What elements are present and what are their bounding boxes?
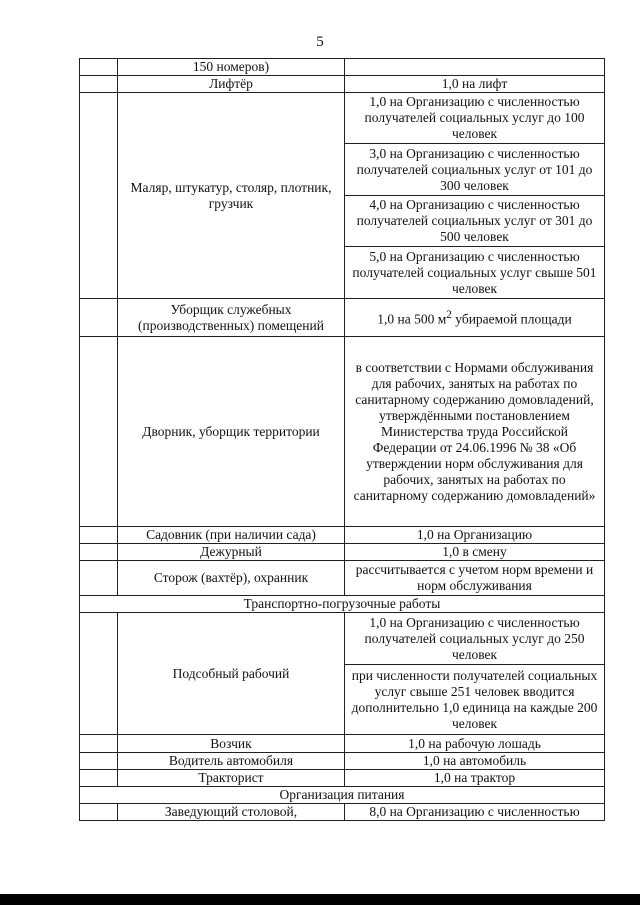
norm-cell: 1,0 на Организацию с численностью получателей социальных услуг до 250 человек <box>345 613 605 665</box>
norm-cell: 1,0 на трактор <box>345 770 605 787</box>
position-cell: Тракторист <box>118 770 345 787</box>
norm-cell <box>345 59 605 76</box>
norm-text: убираемой площади <box>451 311 572 327</box>
table-row <box>80 544 605 561</box>
table-row <box>80 527 605 544</box>
row-number-cell <box>80 544 118 561</box>
table-row <box>80 804 605 821</box>
table-row <box>80 93 605 144</box>
table-row <box>80 770 605 787</box>
position-cell: Лифтёр <box>118 76 345 93</box>
norm-cell: 3,0 на Организацию с численностью получателей социальных услуг от 101 до 300 человек <box>345 144 605 196</box>
row-number-cell <box>80 59 118 76</box>
norm-cell: при численности получателей социальных услуг свыше 251 человек вводится дополнительно 1,0 единица на каждые 200 человек <box>345 665 605 735</box>
scan-edge-bar <box>0 894 640 905</box>
table-row <box>80 76 605 93</box>
norm-cell: 1,0 на рабочую лошадь <box>345 735 605 753</box>
position-cell: Водитель автомобиля <box>118 753 345 770</box>
table-row <box>80 59 605 76</box>
table-row <box>80 753 605 770</box>
row-number-cell <box>80 804 118 821</box>
norm-cell: 5,0 на Организацию с численностью получателей социальных услуг свыше 501 человек <box>345 247 605 299</box>
section-header-row <box>80 596 605 613</box>
norm-cell: 1,0 на Организацию с численностью получателей социальных услуг до 100 человек <box>345 93 605 144</box>
section-header-row <box>80 787 605 804</box>
row-number-cell <box>80 561 118 596</box>
row-number-cell <box>80 735 118 753</box>
position-cell: Дежурный <box>118 544 345 561</box>
norm-cell: в соответствии с Нормами обслуживания для рабочих, занятых на работах по санитарному содержанию домовладений, утверждёнными постановлением Министерства труда Российской Федерации от 24.06.1996 № 38 «Об утверждении норм обслуживания для рабочих, занятых на работах по санитарному содержанию домовладений» <box>345 337 605 527</box>
position-cell: Подсобный рабочий <box>118 613 345 735</box>
norm-cell: 1,0 на Организацию <box>345 527 605 544</box>
norm-cell: 1,0 на автомобиль <box>345 753 605 770</box>
row-number-cell <box>80 93 118 299</box>
table-row <box>80 337 605 527</box>
position-cell: Возчик <box>118 735 345 753</box>
row-number-cell <box>80 527 118 544</box>
section-header: Транспортно-погрузочные работы <box>80 596 605 613</box>
norm-cell: 8,0 на Организацию с численностью <box>345 804 605 821</box>
norm-text: 1,0 на 500 м <box>377 311 447 327</box>
position-cell: Садовник (при наличии сада) <box>118 527 345 544</box>
row-number-cell <box>80 753 118 770</box>
norm-cell: 4,0 на Организацию с численностью получателей социальных услуг от 301 до 500 человек <box>345 196 605 247</box>
norm-cell: 1,0 в смену <box>345 544 605 561</box>
row-number-cell <box>80 613 118 735</box>
position-cell: Заведующий столовой, <box>118 804 345 821</box>
section-header: Организация питания <box>80 787 605 804</box>
superscript: 2 <box>446 309 452 322</box>
position-cell: Уборщик служебных (производственных) помещений <box>118 299 345 337</box>
row-number-cell <box>80 337 118 527</box>
position-cell: Сторож (вахтёр), охранник <box>118 561 345 596</box>
table-row <box>80 561 605 596</box>
norm-cell <box>345 299 605 337</box>
position-cell: 150 номеров) <box>118 59 345 76</box>
position-cell: Дворник, уборщик территории <box>118 337 345 527</box>
position-cell: Маляр, штукатур, столяр, плотник, грузчик <box>118 93 345 299</box>
row-number-cell <box>80 299 118 337</box>
norm-cell: рассчитывается с учетом норм времени и норм обслуживания <box>345 561 605 596</box>
row-number-cell <box>80 770 118 787</box>
table-row <box>80 299 605 337</box>
row-number-cell <box>80 76 118 93</box>
page-number: 5 <box>316 34 324 50</box>
norm-cell: 1,0 на лифт <box>345 76 605 93</box>
table-row <box>80 735 605 753</box>
table-row <box>80 613 605 665</box>
staffing-norms-table <box>79 58 605 821</box>
